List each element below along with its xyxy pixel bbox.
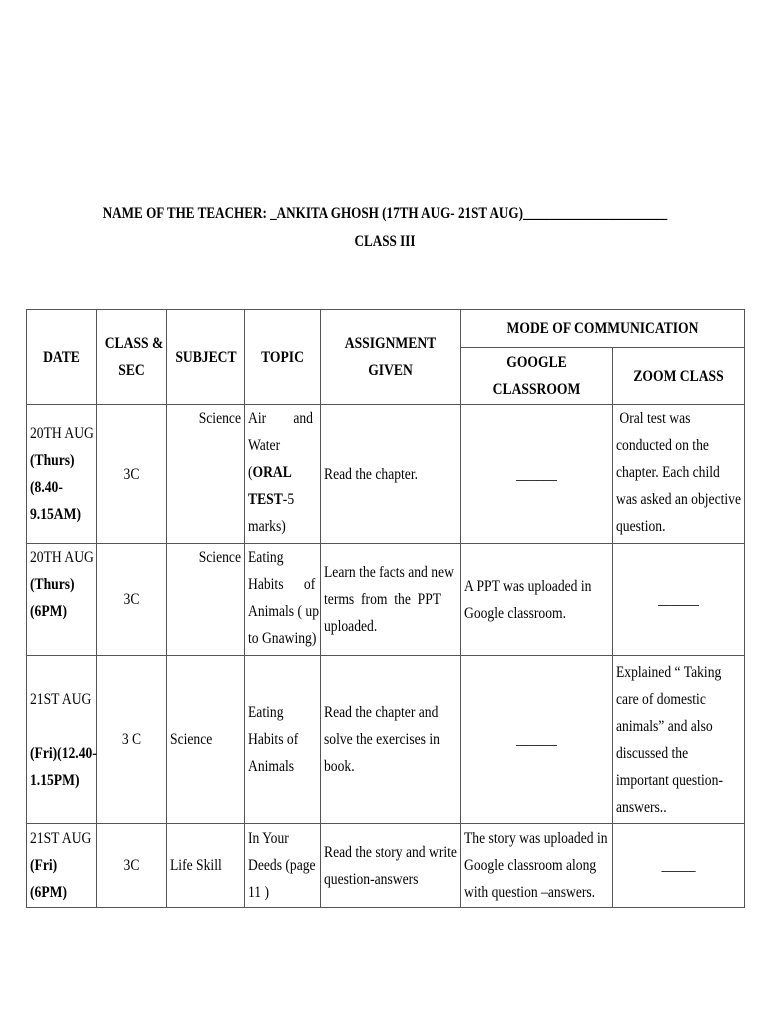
- teacher-name-title: NAME OF THE TEACHER: _ANKITA GHOSH (17TH AUG- 21ST AUG)______________________: [102, 205, 668, 222]
- cell-assignment: Learn the facts and new terms from the PPT uploaded.: [321, 544, 461, 656]
- table-row: [27, 544, 745, 656]
- cell-subject: Life Skill: [167, 824, 245, 908]
- cell-zoom-class: Oral test was conducted on the chapter. Each child was asked an objective question.: [613, 405, 745, 544]
- cell-class: 3C: [97, 824, 167, 908]
- cell-date: 21ST AUG (Fri)(12.40- 1.15PM): [27, 656, 97, 824]
- cell-google-classroom: ______: [461, 405, 613, 544]
- header-google-classroom: GOOGLE CLASSROOM: [461, 348, 613, 405]
- header-row: [27, 310, 745, 348]
- document-heading: [69, 200, 700, 256]
- header-subject: SUBJECT: [167, 310, 245, 405]
- class-title: CLASS III: [354, 233, 416, 250]
- cell-date: 20TH AUG (Thurs) (8.40- 9.15AM): [27, 405, 97, 544]
- cell-topic: In Your Deeds (page 11 ): [245, 824, 321, 908]
- cell-subject: Science: [167, 405, 245, 544]
- cell-assignment: Read the chapter.: [321, 405, 461, 544]
- cell-assignment: Read the chapter and solve the exercises in book.: [321, 656, 461, 824]
- cell-class: 3 C: [97, 656, 167, 824]
- table-row: [27, 405, 745, 544]
- cell-topic: Air and Water (ORAL TEST-5 marks): [245, 405, 321, 544]
- table-row: [27, 656, 745, 824]
- cell-subject: Science: [167, 544, 245, 656]
- cell-date: 20TH AUG (Thurs) (6PM): [27, 544, 97, 656]
- cell-google-classroom: The story was uploaded in Google classroom along with question –answers.: [461, 824, 613, 908]
- header-date: DATE: [27, 310, 97, 405]
- header-class-sec: CLASS & SEC: [97, 310, 167, 405]
- cell-zoom-class: _____: [613, 824, 745, 908]
- cell-date: 21ST AUG (Fri) (6PM): [27, 824, 97, 908]
- schedule-table: [26, 309, 745, 908]
- cell-topic: Eating Habits of Animals ( up to Gnawing): [245, 544, 321, 656]
- cell-assignment: Read the story and write question-answers: [321, 824, 461, 908]
- header-mode-of-communication: MODE OF COMMUNICATION: [461, 310, 745, 348]
- cell-zoom-class: Explained “ Taking care of domestic animals” and also discussed the important question- answers..: [613, 656, 745, 824]
- header-topic: TOPIC: [245, 310, 321, 405]
- header-assignment: ASSIGNMENT GIVEN: [321, 310, 461, 405]
- cell-class: 3C: [97, 544, 167, 656]
- cell-class: 3C: [97, 405, 167, 544]
- cell-google-classroom: A PPT was uploaded in Google classroom.: [461, 544, 613, 656]
- cell-subject: Science: [167, 656, 245, 824]
- header-zoom-class: ZOOM CLASS: [613, 348, 745, 405]
- cell-zoom-class: ______: [613, 544, 745, 656]
- table-row: [27, 824, 745, 908]
- cell-topic: Eating Habits of Animals: [245, 656, 321, 824]
- cell-google-classroom: ______: [461, 656, 613, 824]
